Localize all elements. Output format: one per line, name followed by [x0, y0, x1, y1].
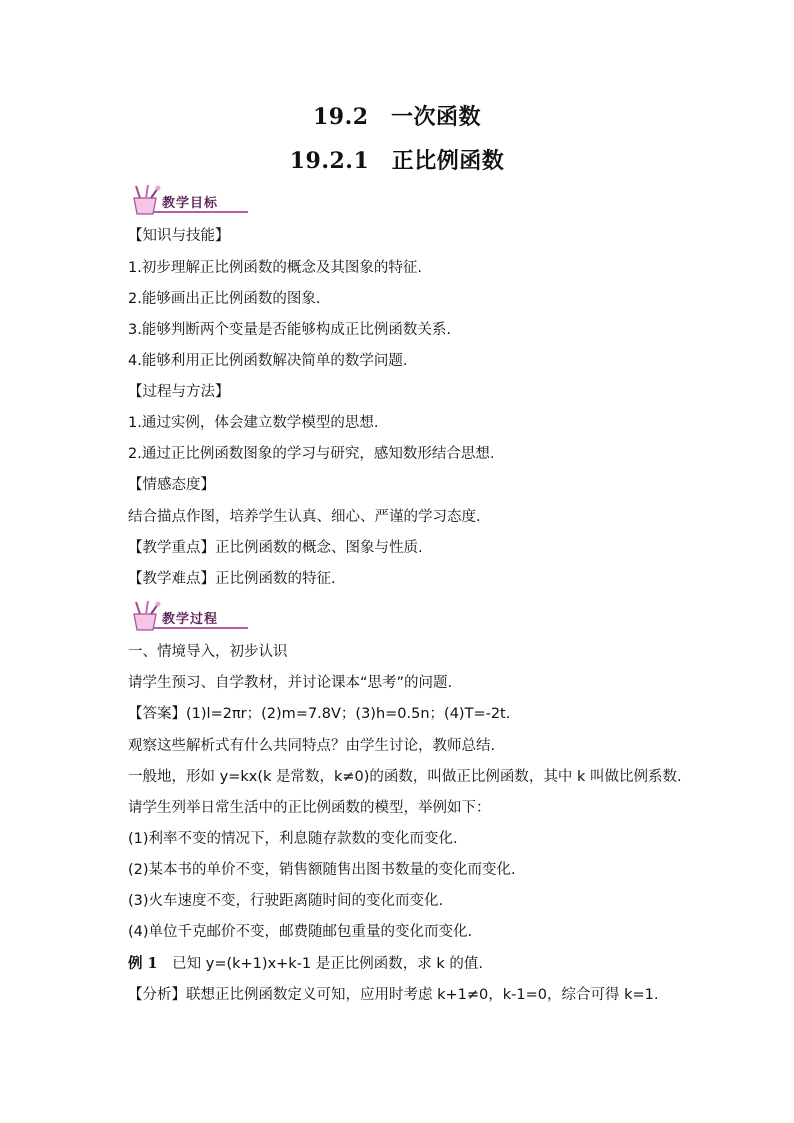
badge-label: 教学目标 [162, 196, 219, 211]
section-badge-objectives [128, 184, 250, 216]
example-label: 例 1 [128, 955, 158, 972]
text-line: 3.能够判断两个变量是否能够构成正比例函数关系. [128, 322, 451, 338]
page-subtitle: 19.2.1 正比例函数 [289, 148, 505, 174]
text-line: 【过程与方法】 [128, 384, 230, 400]
text-line: 一般地，形如 y=kx(k 是常数，k≠0)的函数，叫做正比例函数，其中 k 叫做比例系数. [128, 769, 682, 785]
text-line: 4.能够利用正比例函数解决简单的数学问题. [128, 353, 408, 369]
text-line: 【情感态度】 [128, 477, 215, 493]
example-line [128, 954, 483, 974]
text-line: 请学生列举日常生活中的正比例函数的模型，举例如下： [128, 800, 491, 816]
text-line: (4)单位千克邮价不变，邮费随邮包重量的变化而变化. [128, 924, 473, 940]
text-line: 【答案】(1)l=2πr；(2)m=7.8V；(3)h=0.5n；(4)T=-2t. [128, 706, 511, 722]
page-title: 19.2 一次函数 [312, 104, 482, 130]
text-line: 2.能够画出正比例函数的图象. [128, 291, 321, 307]
text-line: (3)火车速度不变，行驶距离随时间的变化而变化. [128, 893, 444, 909]
text-line: 【教学难点】正比例函数的特征. [128, 571, 336, 587]
example-text: 已知 y=(k+1)x+k-1 是正比例函数，求 k 的值. [157, 956, 483, 972]
text-line: 2.通过正比例函数图象的学习与研究，感知数形结合思想. [128, 446, 495, 462]
text-line: 一、情境导入，初步认识 [128, 644, 288, 660]
text-line: 【知识与技能】 [128, 228, 230, 244]
text-line: 请学生预习、自学教材，并讨论课本“思考”的问题. [128, 675, 453, 691]
text-line: 1.通过实例，体会建立数学模型的思想. [128, 415, 379, 431]
text-line: 观察这些解析式有什么共同特点？由学生讨论，教师总结. [128, 738, 496, 754]
text-line: (1)利率不变的情况下，利息随存款数的变化而变化. [128, 831, 458, 847]
section-badge-process [128, 600, 250, 632]
text-line: (2)某本书的单价不变，销售额随售出图书数量的变化而变化. [128, 862, 516, 878]
text-line: 结合描点作图，培养学生认真、细心、严谨的学习态度. [128, 509, 481, 525]
analysis-line: 【分析】联想正比例函数定义可知，应用时考虑 k+1≠0，k-1=0，综合可得 k=1. [128, 987, 659, 1003]
text-line: 1.初步理解正比例函数的概念及其图象的特征. [128, 260, 422, 276]
badge-label: 教学过程 [162, 612, 219, 627]
text-line: 【教学重点】正比例函数的概念、图象与性质. [128, 540, 423, 556]
